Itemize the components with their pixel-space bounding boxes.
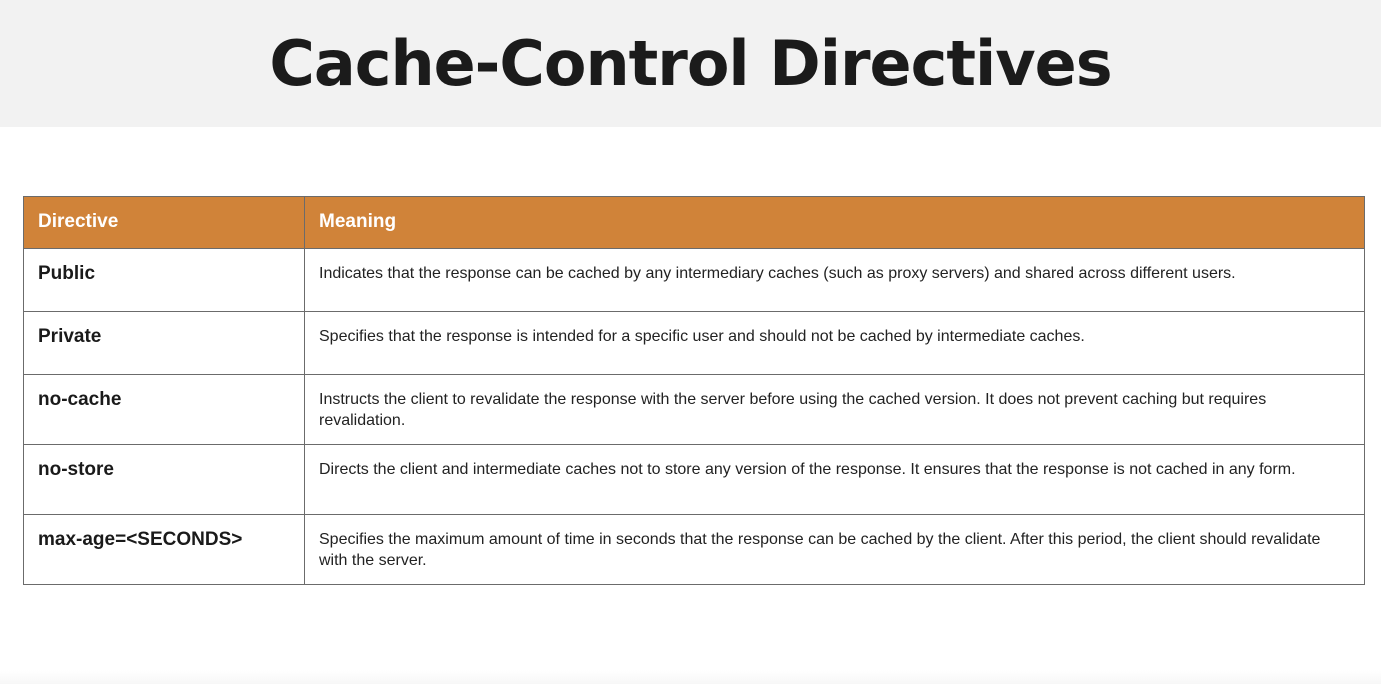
meaning-cell: Indicates that the response can be cached by any intermediary caches (such as proxy servers) and shared across different users. <box>305 249 1365 312</box>
directive-cell: max-age=<SECONDS> <box>24 515 305 585</box>
directive-cell: Private <box>24 312 305 375</box>
directive-cell: Public <box>24 249 305 312</box>
meaning-cell: Instructs the client to revalidate the response with the server before using the cached version. It does not prevent caching but requires revalidation. <box>305 375 1365 445</box>
meaning-cell: Specifies the maximum amount of time in seconds that the response can be cached by the client. After this period, the client should revalidate with the server. <box>305 515 1365 585</box>
table-row <box>24 312 1365 375</box>
page-title: Cache-Control Directives <box>269 27 1112 100</box>
directive-cell: no-cache <box>24 375 305 445</box>
table-row <box>24 249 1365 312</box>
directive-cell: no-store <box>24 445 305 515</box>
table-row <box>24 515 1365 585</box>
meaning-cell: Directs the client and intermediate caches not to store any version of the response. It ensures that the response is not cached in any form. <box>305 445 1365 515</box>
title-band <box>0 0 1381 127</box>
bottom-edge <box>0 670 1381 684</box>
directives-table <box>23 196 1365 585</box>
table-header-row <box>24 197 1365 249</box>
table-row <box>24 445 1365 515</box>
directive-column-header: Directive <box>24 197 305 249</box>
table-row <box>24 375 1365 445</box>
meaning-cell: Specifies that the response is intended for a specific user and should not be cached by intermediate caches. <box>305 312 1365 375</box>
meaning-column-header: Meaning <box>305 197 1365 249</box>
